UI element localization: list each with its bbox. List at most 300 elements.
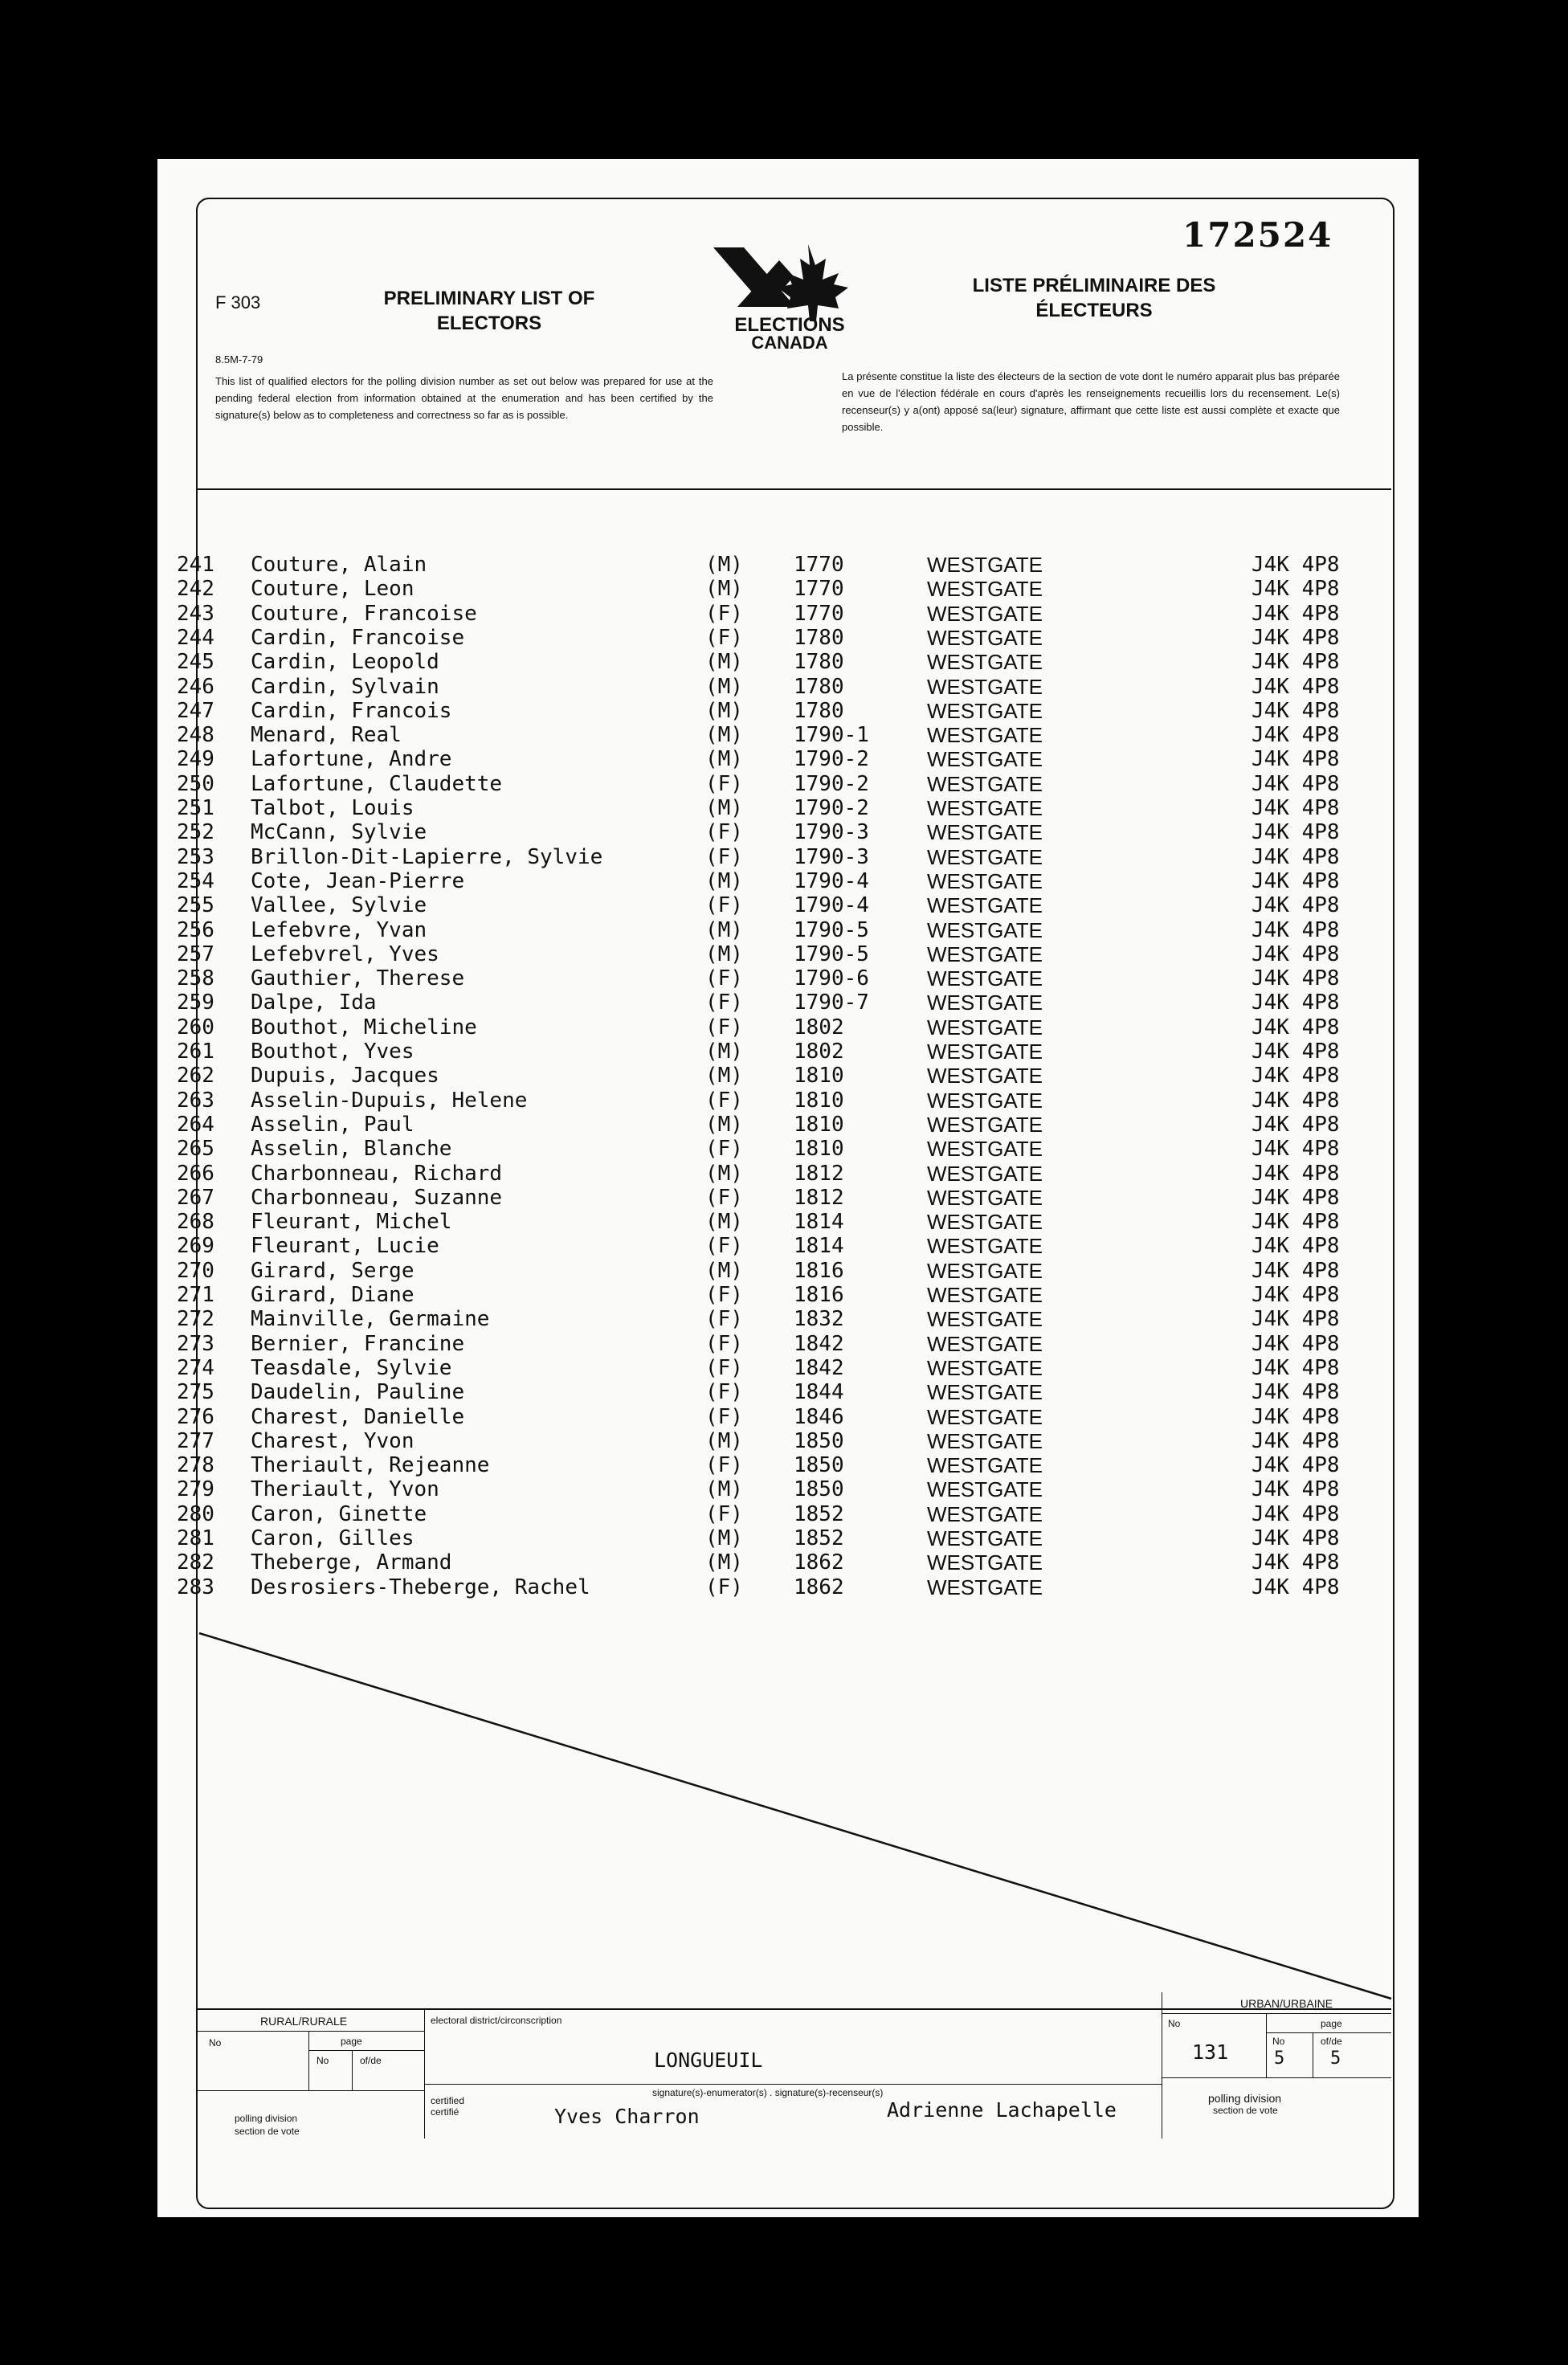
elector-sex: (F)	[705, 1015, 743, 1040]
elector-name: Caron, Ginette	[251, 1501, 427, 1526]
urban-page-label: page	[1321, 2018, 1342, 2029]
elector-street: WESTGATE	[927, 1501, 1043, 1526]
elector-number: 281	[177, 1526, 214, 1550]
title-fr-line2: ÉLECTEURS	[1035, 300, 1153, 321]
elector-street: WESTGATE	[927, 942, 1043, 966]
elector-name: Lefebvre, Yvan	[251, 917, 427, 942]
elector-poll-number: 1850	[794, 1428, 844, 1453]
urban-label: URBAN/URBAINE	[1240, 1997, 1333, 2010]
elector-sex: (F)	[705, 625, 743, 650]
elector-poll-number: 1862	[794, 1575, 844, 1599]
elector-number: 279	[177, 1477, 214, 1502]
elector-poll-number: 1790-3	[794, 820, 869, 845]
elector-postal-code: J4K 4P8	[1252, 747, 1340, 772]
elector-number: 250	[177, 771, 214, 796]
elector-postal-code: J4K 4P8	[1252, 1331, 1340, 1356]
elector-number: 256	[177, 917, 214, 942]
elector-sex: (F)	[705, 1380, 743, 1405]
elector-postal-code: J4K 4P8	[1252, 674, 1340, 699]
elector-name: Couture, Francoise	[251, 601, 477, 626]
elector-sex: (M)	[705, 796, 743, 820]
elector-name: Lefebvrel, Yves	[251, 942, 439, 966]
elector-street: WESTGATE	[927, 747, 1043, 772]
elector-postal-code: J4K 4P8	[1252, 966, 1340, 991]
elector-name: Bouthot, Yves	[251, 1040, 414, 1064]
elector-postal-code: J4K 4P8	[1252, 1064, 1340, 1089]
elector-poll-number: 1790-7	[794, 991, 869, 1015]
elector-postal-code: J4K 4P8	[1252, 868, 1340, 893]
elector-name: Charbonneau, Suzanne	[251, 1185, 503, 1210]
elector-name: Couture, Leon	[251, 577, 414, 602]
elector-sex: (M)	[705, 674, 743, 699]
elector-name: Theberge, Armand	[251, 1550, 452, 1575]
urban-col-divider	[1266, 2013, 1267, 2077]
elector-sex: (F)	[705, 1307, 743, 1332]
elector-street: WESTGATE	[927, 723, 1043, 748]
elector-postal-code: J4K 4P8	[1252, 1234, 1340, 1259]
elector-number: 268	[177, 1210, 214, 1235]
elector-postal-code: J4K 4P8	[1252, 577, 1340, 602]
elector-street: WESTGATE	[927, 674, 1043, 699]
elector-sex: (F)	[705, 1137, 743, 1162]
cancellation-diagonal	[157, 159, 1419, 2217]
polling-division-number: 131	[1192, 2040, 1229, 2064]
urban-bottom-rule	[1162, 2077, 1391, 2078]
title-en-line2: ELECTORS	[436, 312, 542, 334]
elector-number: 267	[177, 1185, 214, 1210]
form-number: F 303	[215, 292, 261, 312]
district-label: electoral district/circonscription	[431, 2015, 562, 2026]
elector-number: 252	[177, 820, 214, 845]
elector-number: 274	[177, 1355, 214, 1380]
elector-name: Charbonneau, Richard	[251, 1161, 503, 1186]
elector-postal-code: J4K 4P8	[1252, 625, 1340, 650]
elector-street: WESTGATE	[927, 1064, 1043, 1089]
elector-sex: (M)	[705, 723, 743, 748]
elector-postal-code: J4K 4P8	[1252, 844, 1340, 869]
elector-name: Charest, Yvon	[251, 1428, 414, 1453]
elector-name: Lafortune, Andre	[251, 747, 452, 772]
elector-number: 259	[177, 991, 214, 1015]
elector-sex: (M)	[705, 1477, 743, 1502]
elector-postal-code: J4K 4P8	[1252, 1210, 1340, 1235]
elector-postal-code: J4K 4P8	[1252, 917, 1340, 942]
rural-bottom-rule	[196, 2090, 424, 2091]
elector-postal-code: J4K 4P8	[1252, 553, 1340, 577]
elector-poll-number: 1812	[794, 1185, 844, 1210]
elector-number: 271	[177, 1283, 214, 1307]
elector-number: 251	[177, 796, 214, 820]
elector-number: 269	[177, 1234, 214, 1259]
elector-name: Bernier, Francine	[251, 1331, 465, 1356]
elector-sex: (M)	[705, 1258, 743, 1283]
elector-poll-number: 1810	[794, 1112, 844, 1137]
elector-sex: (M)	[705, 917, 743, 942]
elector-poll-number: 1780	[794, 650, 844, 675]
rural-rule	[196, 2031, 424, 2032]
elector-poll-number: 1790-5	[794, 917, 869, 942]
elector-name: Dalpe, Ida	[251, 991, 377, 1015]
elector-postal-code: J4K 4P8	[1252, 698, 1340, 723]
elector-poll-number: 1832	[794, 1307, 844, 1332]
elector-sex: (F)	[705, 601, 743, 626]
elector-postal-code: J4K 4P8	[1252, 1380, 1340, 1405]
elector-number: 246	[177, 674, 214, 699]
elector-poll-number: 1790-2	[794, 747, 869, 772]
elector-number: 276	[177, 1404, 214, 1429]
polling-division-label: polling division	[1208, 2092, 1282, 2105]
elector-street: WESTGATE	[927, 868, 1043, 893]
elector-sex: (M)	[705, 1550, 743, 1575]
elector-name: Gauthier, Therese	[251, 966, 465, 991]
logo-text-line1: ELECTIONS	[734, 314, 845, 336]
elector-postal-code: J4K 4P8	[1252, 1453, 1340, 1478]
elector-sex: (M)	[705, 553, 743, 577]
elector-postal-code: J4K 4P8	[1252, 1258, 1340, 1283]
elector-number: 265	[177, 1137, 214, 1162]
elector-postal-code: J4K 4P8	[1252, 1112, 1340, 1137]
rural-col-divider	[308, 2031, 309, 2090]
elector-sex: (F)	[705, 1575, 743, 1599]
elector-poll-number: 1810	[794, 1064, 844, 1089]
elector-poll-number: 1790-3	[794, 844, 869, 869]
elector-sex: (F)	[705, 893, 743, 918]
intro-text-fr: La présente constitue la liste des électeurs de la section de vote dont le numéro apparait plus bas préparée en vue de l'élection fédérale en cours d'après les renseignements recueillis lors du recensement. Le(s) recenseur(s) y a(ont) apposé sa(leur) signature, affirmant que cette liste est aussi complète et exacte que possible.	[842, 370, 1340, 433]
elector-number: 249	[177, 747, 214, 772]
elector-street: WESTGATE	[927, 1428, 1043, 1453]
elector-number: 264	[177, 1112, 214, 1137]
elector-postal-code: J4K 4P8	[1252, 942, 1340, 966]
elector-street: WESTGATE	[927, 601, 1043, 626]
elector-poll-number: 1846	[794, 1404, 844, 1429]
elector-poll-number: 1816	[794, 1283, 844, 1307]
rural-page-label: page	[341, 2036, 362, 2047]
elector-sex: (M)	[705, 1040, 743, 1064]
elector-name: Cote, Jean-Pierre	[251, 868, 465, 893]
elector-postal-code: J4K 4P8	[1252, 1501, 1340, 1526]
elector-street: WESTGATE	[927, 966, 1043, 991]
elector-poll-number: 1790-4	[794, 868, 869, 893]
elector-sex: (M)	[705, 1112, 743, 1137]
elector-name: Charest, Danielle	[251, 1404, 465, 1429]
elector-name: Teasdale, Sylvie	[251, 1355, 452, 1380]
elector-postal-code: J4K 4P8	[1252, 1428, 1340, 1453]
elector-sex: (M)	[705, 868, 743, 893]
elector-street: WESTGATE	[927, 1185, 1043, 1210]
rural-page-divider	[352, 2050, 353, 2090]
title-en-line1: PRELIMINARY LIST OF	[383, 288, 595, 309]
elector-street: WESTGATE	[927, 1307, 1043, 1332]
page-total: 5	[1330, 2048, 1341, 2069]
elector-postal-code: J4K 4P8	[1252, 1404, 1340, 1429]
elector-poll-number: 1814	[794, 1234, 844, 1259]
elector-street: WESTGATE	[927, 991, 1043, 1015]
elector-sex: (M)	[705, 577, 743, 602]
elector-number: 275	[177, 1380, 214, 1405]
elector-poll-number: 1790-2	[794, 771, 869, 796]
elector-name: Cardin, Francoise	[251, 625, 465, 650]
elector-poll-number: 1842	[794, 1331, 844, 1356]
elector-street: WESTGATE	[927, 820, 1043, 845]
elector-name: Lafortune, Claudette	[251, 771, 503, 796]
serial-number: 172524	[1182, 215, 1333, 255]
elector-sex: (F)	[705, 1355, 743, 1380]
elector-sex: (M)	[705, 1526, 743, 1550]
elector-postal-code: J4K 4P8	[1252, 771, 1340, 796]
elector-poll-number: 1780	[794, 674, 844, 699]
elector-number: 272	[177, 1307, 214, 1332]
district-rule	[424, 2084, 1162, 2085]
elector-sex: (F)	[705, 1234, 743, 1259]
elector-street: WESTGATE	[927, 771, 1043, 796]
elector-postal-code: J4K 4P8	[1252, 893, 1340, 918]
elector-street: WESTGATE	[927, 1210, 1043, 1235]
elector-postal-code: J4K 4P8	[1252, 1137, 1340, 1162]
footer-block	[196, 1997, 1391, 2206]
form-revision: 8.5M-7-79	[215, 353, 263, 366]
elector-name: Caron, Gilles	[251, 1526, 414, 1550]
elector-poll-number: 1790-2	[794, 796, 869, 820]
elector-name: Girard, Serge	[251, 1258, 414, 1283]
elector-poll-number: 1850	[794, 1453, 844, 1478]
elector-sex: (F)	[705, 1185, 743, 1210]
elector-number: 248	[177, 723, 214, 748]
elector-street: WESTGATE	[927, 1161, 1043, 1186]
elector-sex: (F)	[705, 1283, 743, 1307]
elector-street: WESTGATE	[927, 577, 1043, 602]
elector-number: 245	[177, 650, 214, 675]
elector-sex: (M)	[705, 1428, 743, 1453]
elector-sex: (F)	[705, 1453, 743, 1478]
elector-postal-code: J4K 4P8	[1252, 1477, 1340, 1502]
elector-number: 277	[177, 1428, 214, 1453]
elector-poll-number: 1780	[794, 625, 844, 650]
elector-postal-code: J4K 4P8	[1252, 1088, 1340, 1113]
elector-poll-number: 1842	[794, 1355, 844, 1380]
elector-poll-number: 1770	[794, 553, 844, 577]
elector-name: Girard, Diane	[251, 1283, 414, 1307]
rural-no-label: No	[209, 2037, 222, 2048]
elector-postal-code: J4K 4P8	[1252, 1283, 1340, 1307]
elector-number: 273	[177, 1331, 214, 1356]
elector-name: Asselin, Paul	[251, 1112, 414, 1137]
signature-label: signature(s)-enumerator(s) . signature(s)-recenseur(s)	[652, 2087, 884, 2098]
urban-page-rule	[1266, 2032, 1391, 2033]
elector-number: 243	[177, 601, 214, 626]
elector-name: Cardin, Francois	[251, 698, 452, 723]
elector-poll-number: 1862	[794, 1550, 844, 1575]
elector-number: 258	[177, 966, 214, 991]
elector-poll-number: 1790-6	[794, 966, 869, 991]
elector-postal-code: J4K 4P8	[1252, 820, 1340, 845]
elector-number: 254	[177, 868, 214, 893]
elector-sex: (F)	[705, 1088, 743, 1113]
elector-postal-code: J4K 4P8	[1252, 991, 1340, 1015]
elector-number: 270	[177, 1258, 214, 1283]
elector-name: Fleurant, Michel	[251, 1210, 452, 1235]
elector-street: WESTGATE	[927, 796, 1043, 820]
elector-street: WESTGATE	[927, 1550, 1043, 1575]
document-page	[157, 159, 1419, 2217]
rural-page-no-label: No	[316, 2055, 329, 2066]
elector-name: Asselin, Blanche	[251, 1137, 452, 1162]
elector-sex: (F)	[705, 966, 743, 991]
elector-street: WESTGATE	[927, 1380, 1043, 1405]
elector-postal-code: J4K 4P8	[1252, 1526, 1340, 1550]
elector-poll-number: 1810	[794, 1137, 844, 1162]
rural-page-of-label: of/de	[360, 2055, 382, 2066]
elector-number: 241	[177, 553, 214, 577]
elector-name: Brillon-Dit-Lapierre, Sylvie	[251, 844, 603, 869]
elector-street: WESTGATE	[927, 1404, 1043, 1429]
elector-postal-code: J4K 4P8	[1252, 601, 1340, 626]
elector-postal-code: J4K 4P8	[1252, 650, 1340, 675]
elector-name: Asselin-Dupuis, Helene	[251, 1088, 528, 1113]
elector-number: 282	[177, 1550, 214, 1575]
elector-number: 278	[177, 1453, 214, 1478]
elector-street: WESTGATE	[927, 893, 1043, 918]
elector-number: 262	[177, 1064, 214, 1089]
elector-poll-number: 1790-4	[794, 893, 869, 918]
logo-text-line2: CANADA	[751, 333, 828, 350]
elector-postal-code: J4K 4P8	[1252, 1355, 1340, 1380]
elector-street: WESTGATE	[927, 625, 1043, 650]
elector-street: WESTGATE	[927, 917, 1043, 942]
elector-number: 255	[177, 893, 214, 918]
elector-name: Dupuis, Jacques	[251, 1064, 439, 1089]
elector-sex: (F)	[705, 1404, 743, 1429]
rural-polling-label: polling division	[235, 2113, 298, 2124]
elector-name: Theriault, Yvon	[251, 1477, 439, 1502]
elector-postal-code: J4K 4P8	[1252, 1307, 1340, 1332]
certified-label: certified	[431, 2095, 465, 2106]
enumerator-2-signature: Adrienne Lachapelle	[887, 2098, 1117, 2122]
elector-sex: (M)	[705, 1210, 743, 1235]
elector-poll-number: 1812	[794, 1161, 844, 1186]
elector-number: 242	[177, 577, 214, 602]
elector-poll-number: 1790-1	[794, 723, 869, 748]
elector-name: Menard, Real	[251, 723, 402, 748]
elector-name: Talbot, Louis	[251, 796, 414, 820]
elector-street: WESTGATE	[927, 1355, 1043, 1380]
elector-sex: (M)	[705, 650, 743, 675]
elector-name: Mainville, Germaine	[251, 1307, 490, 1332]
elector-sex: (F)	[705, 1331, 743, 1356]
district-value: LONGUEUIL	[654, 2048, 763, 2072]
elector-postal-code: J4K 4P8	[1252, 1040, 1340, 1064]
rural-right-rule	[424, 2008, 425, 2138]
elector-poll-number: 1852	[794, 1501, 844, 1526]
page-number: 5	[1274, 2048, 1285, 2069]
elector-street: WESTGATE	[927, 553, 1043, 577]
elector-street: WESTGATE	[927, 1040, 1043, 1064]
elector-number: 244	[177, 625, 214, 650]
elector-name: Vallee, Sylvie	[251, 893, 427, 918]
elector-street: WESTGATE	[927, 1526, 1043, 1550]
elector-street: WESTGATE	[927, 1283, 1043, 1307]
elector-poll-number: 1810	[794, 1088, 844, 1113]
elector-number: 260	[177, 1015, 214, 1040]
elector-name: Fleurant, Lucie	[251, 1234, 439, 1259]
elector-sex: (F)	[705, 844, 743, 869]
certifie-label: certifié	[431, 2106, 459, 2118]
elector-poll-number: 1852	[794, 1526, 844, 1550]
elector-street: WESTGATE	[927, 1453, 1043, 1478]
elector-poll-number: 1816	[794, 1258, 844, 1283]
rural-label: RURAL/RURALE	[260, 2015, 348, 2028]
elector-name: Cardin, Leopold	[251, 650, 439, 675]
elector-poll-number: 1850	[794, 1477, 844, 1502]
elector-name: McCann, Sylvie	[251, 820, 427, 845]
intro-text-en: This list of qualified electors for the polling division number as set out below was prepared for use at the pending federal election from information obtained at the enumeration and has been certified by the signature(s) below as to completeness and correctness so far as is possible.	[215, 375, 713, 421]
elector-number: 266	[177, 1161, 214, 1186]
elector-sex: (F)	[705, 991, 743, 1015]
elector-sex: (M)	[705, 1064, 743, 1089]
elector-postal-code: J4K 4P8	[1252, 1550, 1340, 1575]
elector-poll-number: 1814	[794, 1210, 844, 1235]
elector-street: WESTGATE	[927, 1015, 1043, 1040]
urban-page-of-label: of/de	[1321, 2036, 1342, 2047]
elector-poll-number: 1802	[794, 1040, 844, 1064]
elector-street: WESTGATE	[927, 1234, 1043, 1259]
elector-street: WESTGATE	[927, 1258, 1043, 1283]
elector-poll-number: 1844	[794, 1380, 844, 1405]
elector-street: WESTGATE	[927, 844, 1043, 869]
elector-postal-code: J4K 4P8	[1252, 723, 1340, 748]
elector-poll-number: 1770	[794, 577, 844, 602]
elector-postal-code: J4K 4P8	[1252, 1015, 1340, 1040]
elector-postal-code: J4K 4P8	[1252, 796, 1340, 820]
elector-poll-number: 1802	[794, 1015, 844, 1040]
urban-rule	[1162, 2013, 1391, 2014]
elector-name: Bouthot, Micheline	[251, 1015, 477, 1040]
elector-sex: (M)	[705, 747, 743, 772]
elector-number: 263	[177, 1088, 214, 1113]
elector-street: WESTGATE	[927, 1477, 1043, 1502]
section-de-vote-label: section de vote	[1213, 2105, 1278, 2116]
elector-street: WESTGATE	[927, 1088, 1043, 1113]
elector-sex: (F)	[705, 771, 743, 796]
elector-sex: (M)	[705, 942, 743, 966]
elector-street: WESTGATE	[927, 650, 1043, 675]
elector-name: Theriault, Rejeanne	[251, 1453, 490, 1478]
elector-poll-number: 1790-5	[794, 942, 869, 966]
elector-number: 253	[177, 844, 214, 869]
elector-poll-number: 1780	[794, 698, 844, 723]
elector-poll-number: 1770	[794, 601, 844, 626]
rural-section-label: section de vote	[235, 2126, 300, 2137]
elector-postal-code: J4K 4P8	[1252, 1575, 1340, 1599]
elector-postal-code: J4K 4P8	[1252, 1161, 1340, 1186]
elector-number: 257	[177, 942, 214, 966]
elector-street: WESTGATE	[927, 1137, 1043, 1162]
elector-street: WESTGATE	[927, 1575, 1043, 1599]
elector-number: 283	[177, 1575, 214, 1599]
elector-number: 261	[177, 1040, 214, 1064]
elector-sex: (F)	[705, 1501, 743, 1526]
elector-number: 280	[177, 1501, 214, 1526]
rural-page-rule	[308, 2050, 424, 2051]
elector-name: Couture, Alain	[251, 553, 427, 577]
elector-postal-code: J4K 4P8	[1252, 1185, 1340, 1210]
urban-no-label: No	[1168, 2018, 1181, 2029]
elector-number: 247	[177, 698, 214, 723]
elector-street: WESTGATE	[927, 1331, 1043, 1356]
elector-sex: (M)	[705, 1161, 743, 1186]
elector-street: WESTGATE	[927, 698, 1043, 723]
elector-sex: (M)	[705, 698, 743, 723]
title-fr-line1: LISTE PRÉLIMINAIRE DES	[972, 275, 1216, 296]
